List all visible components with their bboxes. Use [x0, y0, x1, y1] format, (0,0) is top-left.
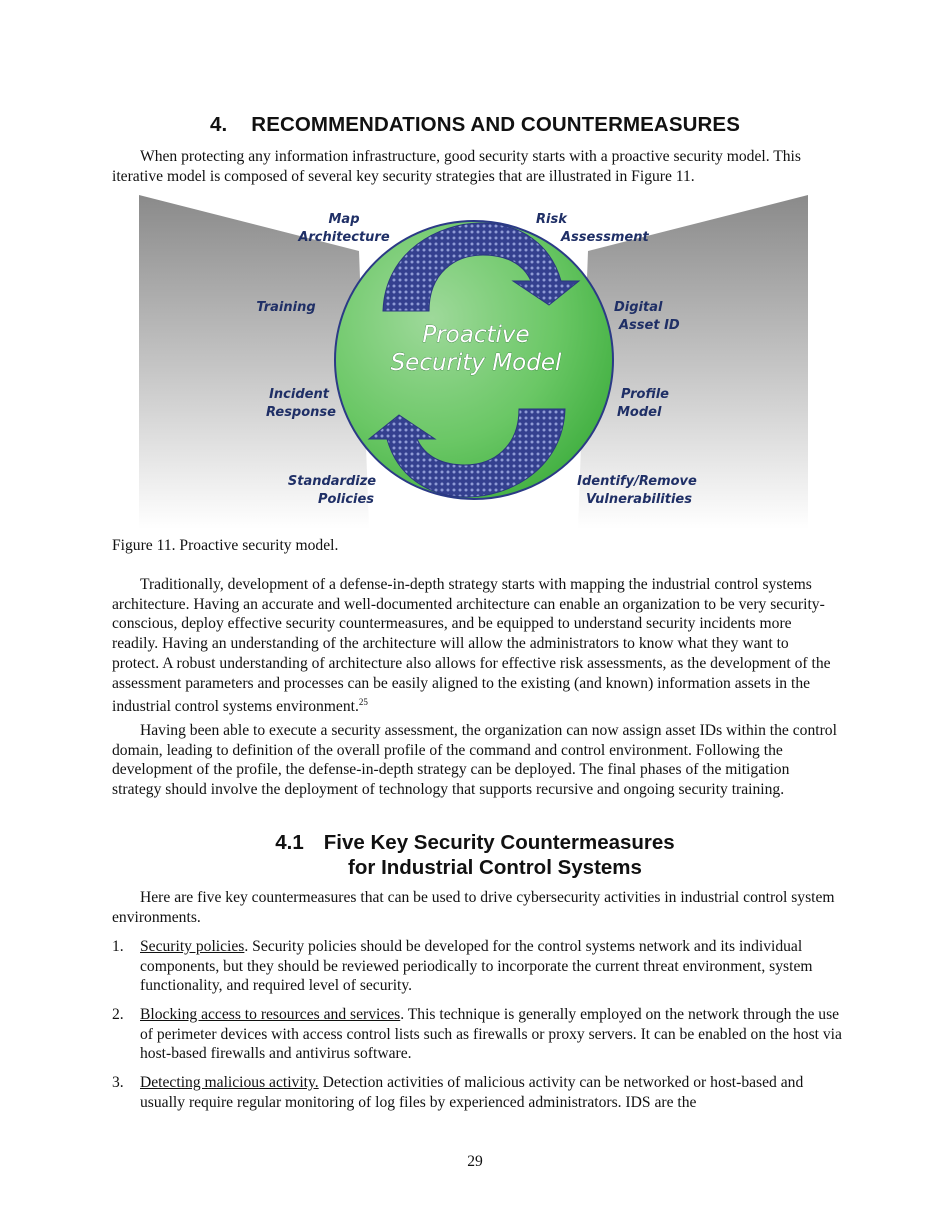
label-incident-1: Incident — [269, 387, 329, 402]
center-label-line1: Proactive — [422, 322, 530, 348]
intro-paragraph — [112, 147, 838, 186]
section-number: 4. — [210, 113, 228, 136]
list-number: 1. — [112, 938, 124, 955]
section-heading — [0, 113, 950, 137]
proactive-security-model-figure — [139, 193, 808, 529]
subsection-heading — [0, 830, 950, 880]
label-digital-2: Asset ID — [619, 318, 680, 333]
label-digital-1: Digital — [614, 300, 663, 315]
label-incident-2: Response — [266, 405, 336, 420]
list-term: Detecting malicious activity. — [140, 1074, 319, 1091]
label-risk-1: Risk — [536, 212, 567, 227]
label-standardize-1: Standardize — [287, 474, 377, 489]
list-term-sep: . — [244, 938, 249, 955]
list-number: 2. — [112, 1006, 124, 1023]
list-item — [112, 1073, 842, 1112]
label-profile-1: Profile — [621, 387, 669, 402]
label-identify-1: Identify/Remove — [577, 474, 697, 489]
list-item — [112, 937, 842, 996]
subsection-title-line2: for Industrial Control Systems — [348, 856, 642, 879]
label-risk-2: Assessment — [561, 230, 649, 245]
label-map-1: Map — [328, 212, 360, 227]
label-standardize-2: Policies — [317, 492, 375, 507]
paragraph-architecture — [112, 575, 838, 717]
page-number: 29 — [467, 1153, 483, 1170]
intro-text: When protecting any information infrastructure, good security starts with a proactive security model. This iterative model is composed of several key security strategies that are illustrated in Figure 11. — [112, 148, 801, 185]
paragraph-architecture-text: Traditionally, development of a defense-in-depth strategy starts with mapping the industrial control systems architecture. Having an accurate and well-documented architecture can enable an organization to be very security-conscious, deploy effective security countermeasures, and be equipped to understand security incidents more readily. Having an understanding of the architecture will allow the administrators to know what they want to protect. A robust understanding of architecture also allows for effective risk assessments, as the development of the assessment parameters and processes can be easily aligned to the existing (and known) information assets in the industrial control systems environment. — [112, 576, 831, 716]
list-text: This technique is generally employed on the network through the use of perimeter devices with access control lists such as firewalls or proxy servers. It can be enabled on the host via host-based firewalls and antivirus software. — [140, 1006, 842, 1063]
section-title: RECOMMENDATIONS AND COUNTERMEASURES — [251, 113, 740, 136]
list-text: Security policies should be developed for the control systems network and its individual components, but they should be reviewed periodically to incorporate the current threat environment, system functionality, and required level of security. — [140, 938, 813, 995]
label-profile-2: Model — [617, 405, 662, 420]
subsection-number: 4.1 — [275, 831, 304, 854]
figure-caption: Figure 11. Proactive security model. — [112, 537, 339, 554]
paragraph-countermeasures-intro — [112, 888, 838, 927]
footnote-ref[interactable]: 25 — [358, 697, 368, 708]
paragraph-countermeasures-text: Here are five key countermeasures that can be used to drive cybersecurity activities in industrial control system environments. — [112, 889, 835, 926]
label-training: Training — [256, 300, 316, 315]
paragraph-assessment-text: Having been able to execute a security assessment, the organization can now assign asset IDs within the control domain, leading to definition of the overall profile of the command and control environment. Following the development of the profile, the defense-in-depth strategy can be deployed. The final phases of the mitigation strategy should involve the deployment of technology that supports recursive and ongoing security training. — [112, 722, 837, 799]
list-item — [112, 1005, 842, 1064]
list-term: Blocking access to resources and services — [140, 1006, 401, 1023]
subsection-title-line1: Five Key Security Countermeasures — [323, 831, 675, 854]
list-term: Security policies — [140, 938, 245, 955]
center-label-line2: Security Model — [390, 350, 562, 376]
list-number: 3. — [112, 1074, 124, 1091]
label-map-2: Architecture — [298, 230, 390, 245]
list-term-sep: . — [400, 1006, 405, 1023]
list-text: Detection activities of malicious activity can be networked or host-based and usually require regular monitoring of log files by experienced administrators. IDS are the — [140, 1074, 804, 1111]
label-identify-2: Vulnerabilities — [586, 492, 692, 507]
paragraph-assessment — [112, 721, 838, 800]
